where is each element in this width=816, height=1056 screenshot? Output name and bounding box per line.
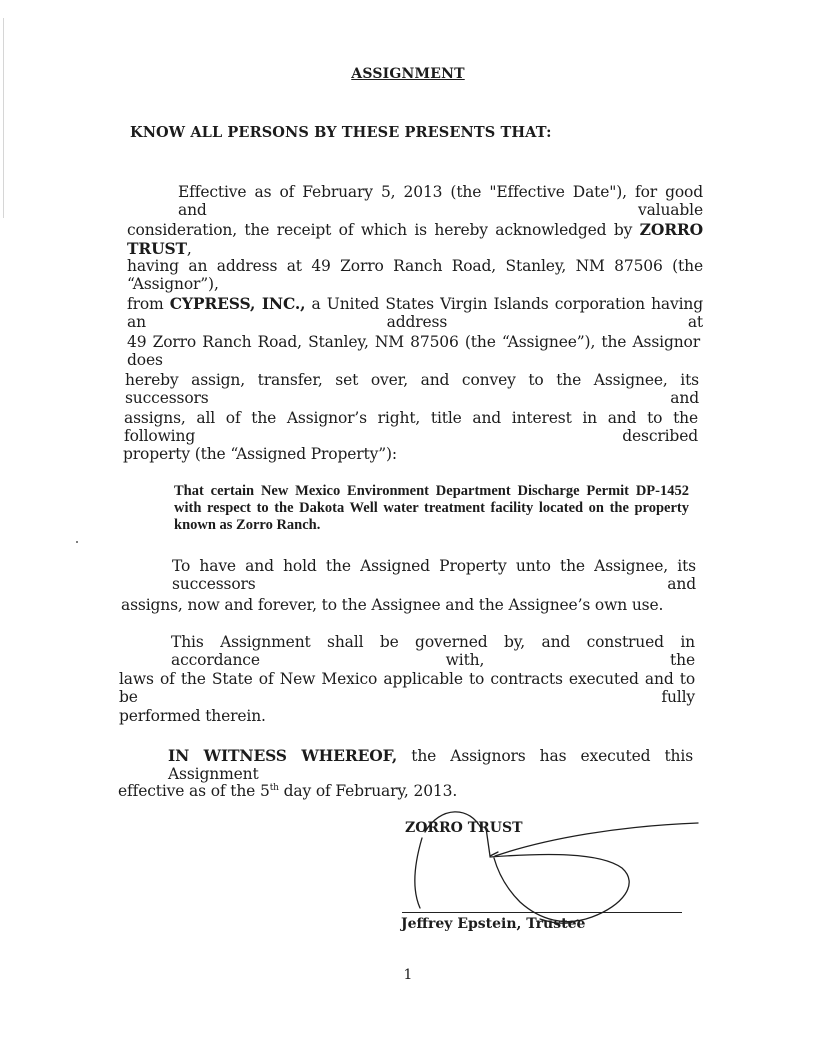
p1-line-4: from CYPRESS, INC., a United States Virgin Islands corporation having an address at [127, 294, 704, 331]
assignor-name: ZORRO TRUST [127, 220, 704, 258]
signature-entity: ZORRO TRUST [405, 820, 523, 836]
witness-clause: IN WITNESS WHEREOF, [168, 746, 398, 765]
p1-line-6: hereby assign, transfer, set over, and convey to the Assignee, its successors and [125, 371, 699, 407]
p4-line-2: effective as of the 5th day of February, 2013. [118, 782, 458, 800]
scan-speck [76, 541, 78, 543]
p1-line-8: property (the “Assigned Property”): [123, 445, 397, 463]
p1-line-1: Effective as of February 5, 2013 (the "Effective Date"), for good and valuable [178, 183, 703, 219]
signature-line [402, 912, 682, 913]
p2-line-2: assigns, now and forever, to the Assignee and the Assignee’s own use. [121, 596, 664, 614]
scan-edge-shadow [3, 18, 4, 218]
p1-line-7: assigns, all of the Assignor’s right, title and interest in and to the following described [124, 409, 698, 445]
p3-line-1: This Assignment shall be governed by, and construed in accordance with, the [171, 633, 695, 669]
p3-line-3: performed therein. [119, 707, 266, 725]
page-number: 1 [403, 967, 413, 983]
signer-name: Jeffrey Epstein, Trustee [401, 916, 586, 932]
document-title: ASSIGNMENT [351, 66, 465, 82]
document-heading: KNOW ALL PERSONS BY THESE PRESENTS THAT: [130, 124, 552, 141]
assignee-name: CYPRESS, INC., [169, 294, 306, 313]
p4-line-1: IN WITNESS WHEREOF, the Assignors has executed this Assignment [168, 746, 694, 783]
p2-line-1: To have and hold the Assigned Property unto the Assignee, its successors and [172, 557, 696, 593]
p1-line-5: 49 Zorro Ranch Road, Stanley, NM 87506 (the “Assignee”), the Assignor does [127, 333, 700, 369]
p1-line-3: having an address at 49 Zorro Ranch Road, Stanley, NM 87506 (the “Assignor”), [127, 257, 703, 293]
p1-line-2: consideration, the receipt of which is hereby acknowledged by ZORRO TRUST, [127, 220, 704, 258]
p3-line-2: laws of the State of New Mexico applicable to contracts executed and to be fully [119, 670, 695, 706]
assigned-property-description: That certain New Mexico Environment Department Discharge Permit DP-1452 with respect to the Dakota Well water treatment facility located on the property known as Zorro Ranch. [174, 483, 689, 533]
